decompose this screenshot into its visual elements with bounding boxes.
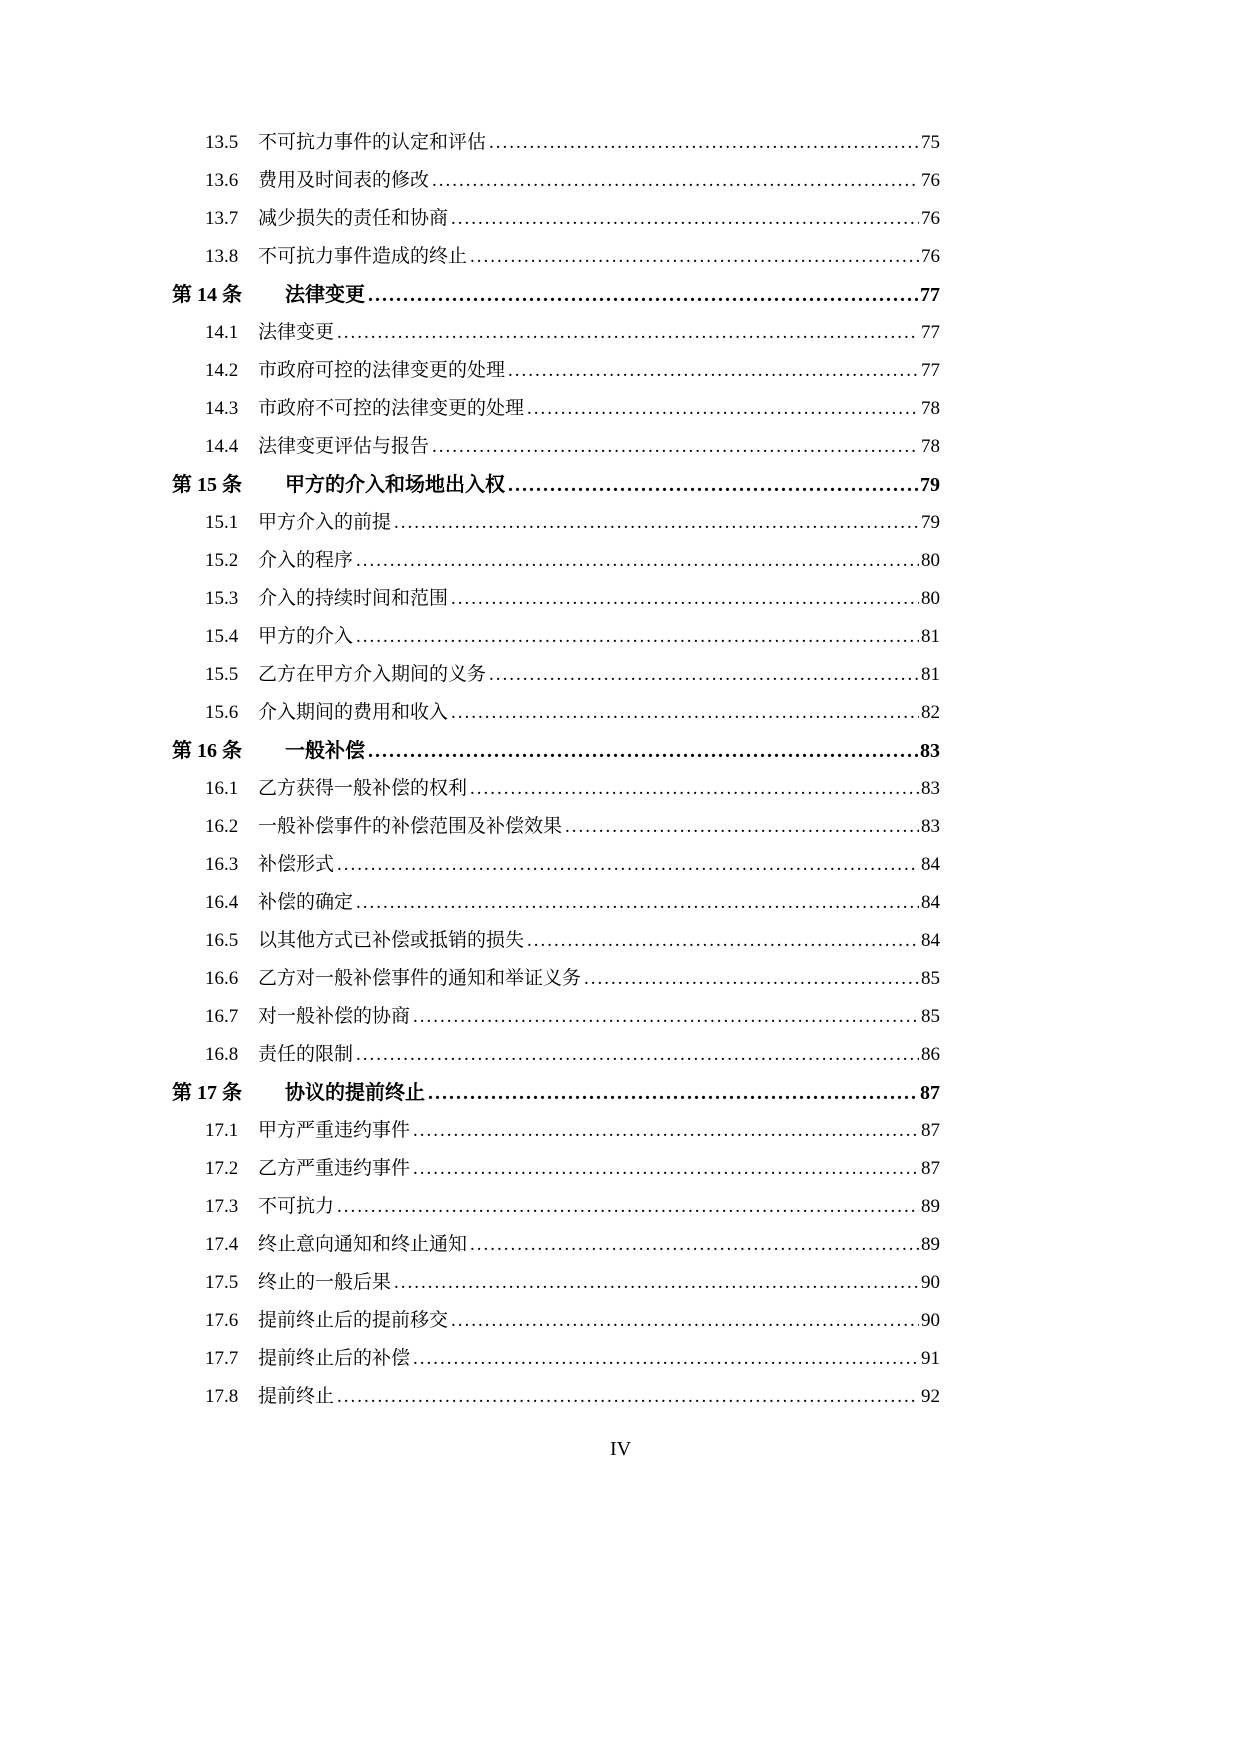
toc-entry	[172, 542, 940, 580]
dot-leader	[337, 1188, 919, 1226]
entry-number: 16.4	[205, 892, 239, 913]
dot-leader	[451, 200, 919, 238]
dot-leader	[356, 884, 919, 922]
entry-page: 89	[921, 1196, 940, 1217]
dot-leader	[489, 656, 919, 694]
entry-title: 终止的一般后果	[258, 1272, 392, 1293]
entry-page: 80	[921, 588, 940, 609]
entry-title: 不可抗力事件造成的终止	[258, 246, 468, 267]
dot-leader	[394, 504, 919, 542]
dot-leader	[337, 846, 919, 884]
entry-title: 市政府不可控的法律变更的处理	[258, 398, 525, 419]
entry-number: 17.6	[205, 1310, 239, 1331]
dot-leader	[432, 428, 919, 466]
entry-title: 甲方介入的前提	[258, 512, 392, 533]
entry-title: 一般补偿事件的补偿范围及补偿效果	[258, 816, 563, 837]
entry-title: 法律变更评估与报告	[258, 436, 430, 457]
entry-title: 法律变更	[285, 284, 365, 306]
entry-page: 84	[921, 854, 940, 875]
entry-number: 第 16 条	[172, 740, 242, 762]
toc-entry	[172, 846, 940, 884]
entry-page: 76	[921, 208, 940, 229]
entry-title: 补偿形式	[258, 854, 335, 875]
entry-title: 减少损失的责任和协商	[258, 208, 449, 229]
dot-leader	[508, 466, 918, 504]
dot-leader	[394, 1264, 919, 1302]
dot-leader	[451, 694, 919, 732]
toc-list	[172, 124, 940, 1416]
entry-number: 17.5	[205, 1272, 239, 1293]
toc-entry	[172, 694, 940, 732]
entry-page: 92	[921, 1386, 940, 1407]
toc-entry	[172, 1264, 940, 1302]
entry-page: 87	[920, 1082, 940, 1104]
toc-entry	[172, 352, 940, 390]
entry-title: 终止意向通知和终止通知	[258, 1234, 468, 1255]
entry-title: 甲方的介入和场地出入权	[285, 474, 505, 496]
entry-number: 第 17 条	[172, 1082, 242, 1104]
toc-entry	[172, 1036, 940, 1074]
toc-entry	[172, 732, 940, 770]
entry-number: 17.1	[205, 1120, 239, 1141]
entry-page: 90	[921, 1272, 940, 1293]
entry-page: 75	[921, 132, 940, 153]
toc-entry	[172, 618, 940, 656]
entry-number: 16.5	[205, 930, 239, 951]
dot-leader	[527, 922, 919, 960]
entry-title: 乙方在甲方介入期间的义务	[258, 664, 487, 685]
entry-number: 17.4	[205, 1234, 239, 1255]
dot-leader	[413, 1340, 919, 1378]
entry-page: 87	[921, 1158, 940, 1179]
entry-title: 乙方对一般补偿事件的通知和举证义务	[258, 968, 582, 989]
entry-page: 78	[921, 398, 940, 419]
entry-number: 14.1	[205, 322, 239, 343]
toc-entry	[172, 1302, 940, 1340]
entry-title: 提前终止后的补偿	[258, 1348, 411, 1369]
entry-title: 责任的限制	[258, 1044, 354, 1065]
entry-title: 乙方严重违约事件	[258, 1158, 411, 1179]
entry-page: 83	[920, 740, 940, 762]
dot-leader	[337, 1378, 919, 1416]
entry-number: 16.6	[205, 968, 239, 989]
dot-leader	[527, 390, 919, 428]
dot-leader	[413, 1112, 919, 1150]
entry-title: 甲方严重违约事件	[258, 1120, 411, 1141]
toc-entry	[172, 314, 940, 352]
entry-title: 不可抗力	[258, 1196, 335, 1217]
dot-leader	[413, 998, 919, 1036]
dot-leader	[356, 1036, 919, 1074]
toc-entry	[172, 1378, 940, 1416]
entry-title: 协议的提前终止	[285, 1082, 425, 1104]
toc-entry	[172, 808, 940, 846]
entry-page: 76	[921, 170, 940, 191]
entry-page: 77	[921, 322, 940, 343]
toc-entry	[172, 1150, 940, 1188]
entry-page: 87	[921, 1120, 940, 1141]
dot-leader	[489, 124, 919, 162]
toc-entry	[172, 1188, 940, 1226]
entry-number: 15.6	[205, 702, 239, 723]
entry-page: 89	[921, 1234, 940, 1255]
entry-title: 对一般补偿的协商	[258, 1006, 411, 1027]
toc-entry	[172, 276, 940, 314]
toc-entry	[172, 238, 940, 276]
entry-number: 13.5	[205, 132, 239, 153]
toc-entry	[172, 884, 940, 922]
entry-number: 17.8	[205, 1386, 239, 1407]
toc-entry	[172, 200, 940, 238]
toc-entry	[172, 922, 940, 960]
entry-number: 16.8	[205, 1044, 239, 1065]
entry-title: 法律变更	[258, 322, 335, 343]
page-number-footer: IV	[609, 1438, 632, 1460]
toc-entry	[172, 960, 940, 998]
entry-number: 16.3	[205, 854, 239, 875]
entry-page: 90	[921, 1310, 940, 1331]
toc-entry	[172, 770, 940, 808]
toc-entry	[172, 656, 940, 694]
entry-page: 81	[921, 664, 940, 685]
dot-leader	[565, 808, 919, 846]
entry-page: 91	[921, 1348, 940, 1369]
entry-page: 76	[921, 246, 940, 267]
entry-number: 16.2	[205, 816, 239, 837]
toc-entry	[172, 504, 940, 542]
entry-title: 不可抗力事件的认定和评估	[258, 132, 487, 153]
entry-number: 13.6	[205, 170, 239, 191]
entry-page: 84	[921, 892, 940, 913]
entry-page: 85	[921, 1006, 940, 1027]
entry-title: 甲方的介入	[258, 626, 354, 647]
entry-page: 86	[921, 1044, 940, 1065]
entry-page: 81	[921, 626, 940, 647]
entry-title: 介入的持续时间和范围	[258, 588, 449, 609]
toc-entry	[172, 1074, 940, 1112]
dot-leader	[432, 162, 919, 200]
toc-entry	[172, 1340, 940, 1378]
entry-page: 77	[920, 284, 940, 306]
dot-leader	[470, 238, 919, 276]
toc-entry	[172, 1112, 940, 1150]
dot-leader	[451, 1302, 919, 1340]
entry-number: 13.8	[205, 246, 239, 267]
toc-entry	[172, 162, 940, 200]
entry-page: 85	[921, 968, 940, 989]
entry-title: 补偿的确定	[258, 892, 354, 913]
entry-number: 13.7	[205, 208, 239, 229]
dot-leader	[451, 580, 919, 618]
entry-title: 市政府可控的法律变更的处理	[258, 360, 506, 381]
entry-page: 84	[921, 930, 940, 951]
entry-title: 一般补偿	[285, 740, 365, 762]
dot-leader	[356, 542, 919, 580]
dot-leader	[470, 1226, 919, 1264]
entry-number: 17.7	[205, 1348, 239, 1369]
entry-number: 15.3	[205, 588, 239, 609]
toc-entry	[172, 428, 940, 466]
entry-number: 15.5	[205, 664, 239, 685]
entry-page: 82	[921, 702, 940, 723]
entry-page: 77	[921, 360, 940, 381]
entry-page: 80	[921, 550, 940, 571]
entry-page: 79	[921, 512, 940, 533]
toc-entry	[172, 580, 940, 618]
dot-leader	[428, 1074, 918, 1112]
entry-number: 16.1	[205, 778, 239, 799]
entry-title: 费用及时间表的修改	[258, 170, 430, 191]
entry-title: 提前终止	[258, 1386, 335, 1407]
entry-page: 78	[921, 436, 940, 457]
dot-leader	[413, 1150, 919, 1188]
entry-number: 14.2	[205, 360, 239, 381]
entry-number: 15.2	[205, 550, 239, 571]
entry-title: 介入期间的费用和收入	[258, 702, 449, 723]
entry-page: 79	[920, 474, 940, 496]
dot-leader	[508, 352, 919, 390]
dot-leader	[368, 732, 918, 770]
entry-number: 14.4	[205, 436, 239, 457]
entry-number: 15.4	[205, 626, 239, 647]
toc-entry	[172, 390, 940, 428]
entry-number: 第 15 条	[172, 474, 242, 496]
entry-title: 介入的程序	[258, 550, 354, 571]
entry-title: 提前终止后的提前移交	[258, 1310, 449, 1331]
toc-entry	[172, 124, 940, 162]
entry-title: 以其他方式已补偿或抵销的损失	[258, 930, 525, 951]
entry-title: 乙方获得一般补偿的权利	[258, 778, 468, 799]
entry-number: 14.3	[205, 398, 239, 419]
dot-leader	[368, 276, 918, 314]
entry-number: 17.2	[205, 1158, 239, 1179]
toc-entry	[172, 466, 940, 504]
entry-page: 83	[921, 816, 940, 837]
entry-number: 15.1	[205, 512, 239, 533]
entry-number: 第 14 条	[172, 284, 242, 306]
dot-leader	[337, 314, 919, 352]
dot-leader	[584, 960, 919, 998]
toc-entry	[172, 1226, 940, 1264]
toc-entry	[172, 998, 940, 1036]
entry-number: 17.3	[205, 1196, 239, 1217]
entry-number: 16.7	[205, 1006, 239, 1027]
dot-leader	[470, 770, 919, 808]
entry-page: 83	[921, 778, 940, 799]
dot-leader	[356, 618, 919, 656]
